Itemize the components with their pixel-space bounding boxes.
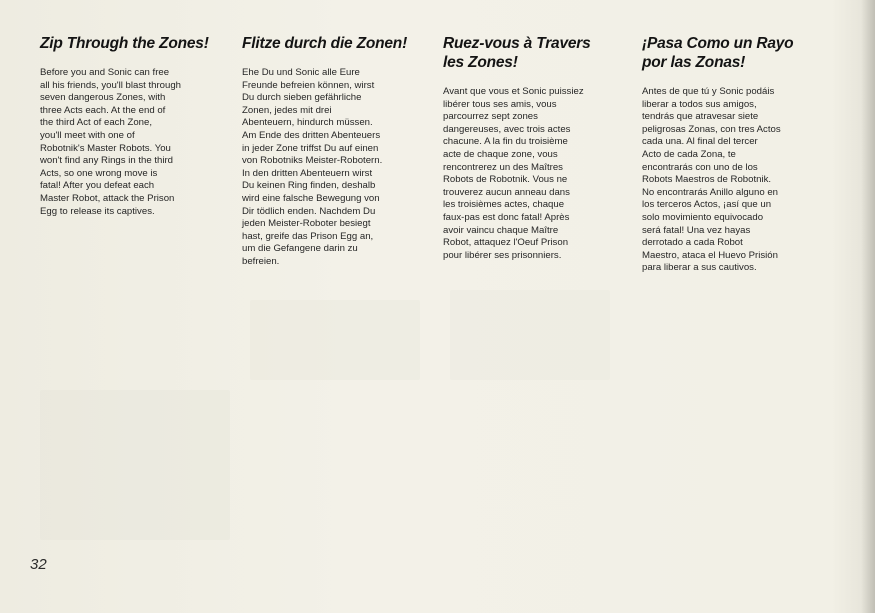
heading-english: Zip Through the Zones! [40,35,209,52]
heading-spanish: ¡Pasa Como un Rayo por las Zonas! [642,35,794,71]
heading-french: Ruez-vous à Travers les Zones! [443,35,591,71]
heading-german: Flitze durch die Zonen! [242,35,408,52]
body-german: Ehe Du und Sonic alle Eure Freunde befreien können, wirst Du durch sieben gefährliche Zonen, jedes mit drei Abenteuern, hindurch müssen. Am Ende des dritten Abenteuers in jeder Zone triffst Du auf einen von Robotniks Meister-Robotern. In den dritten Abenteuern wirst Du keinen Ring finden, deshalb wird eine falsche Bewegung von Dir tödlich enden. Nachdem Du jeden Meister-Roboter besiegt hast, greife das Prison Egg an, um die Gefangene darin zu befreien. [242,67,383,267]
page-number: 32 [30,556,47,573]
column-french [443,34,625,262]
column-german [242,34,427,269]
body-spanish: Antes de que tú y Sonic podáis liberar a todos sus amigos, tendrás que atravesar siete peligrosas Zonas, con tres Actos cada una. Al final del tercer Acto de cada Zona, te encontrarás con uno de los Robots Maestros de Robotnik. No encontrarás Anillo alguno en los terceros Actos, ¡así que un solo movimiento equivocado será fatal! Una vez hayas derrotado a cada Robot Maestro, ataca el Huevo Prisión para liberar a sus cautivos. [642,86,781,274]
column-english [40,34,230,218]
show-through-block [250,300,420,380]
body-french: Avant que vous et Sonic puissiez libérer tous ses amis, vous parcourrez sept zones dangereuses, avec trois actes chacune. A la fin du troisième acte de chaque zone, vous rencontrerez un des Maîtres Robots de Robotnik. Vous ne trouverez aucun anneau dans les troisièmes actes, chaque faux-pas est donc fatal! Après avoir vaincu chaque Maître Robot, attaquez l'Oeuf Prison pour libérer ses prisonniers. [443,86,584,261]
show-through-block [450,290,610,380]
column-spanish [642,34,827,275]
body-english: Before you and Sonic can free all his friends, you'll blast through seven dangerous Zones, with three Acts each. At the end of the third Act of each Zone, you'll meet with one of Robotnik's Master Robots. You won't find any Rings in the third Acts, so one wrong move is fatal! After you defeat each Master Robot, attack the Prison Egg to release its captives. [40,67,182,217]
page-edge-shadow [861,0,875,613]
show-through-block [40,390,230,540]
